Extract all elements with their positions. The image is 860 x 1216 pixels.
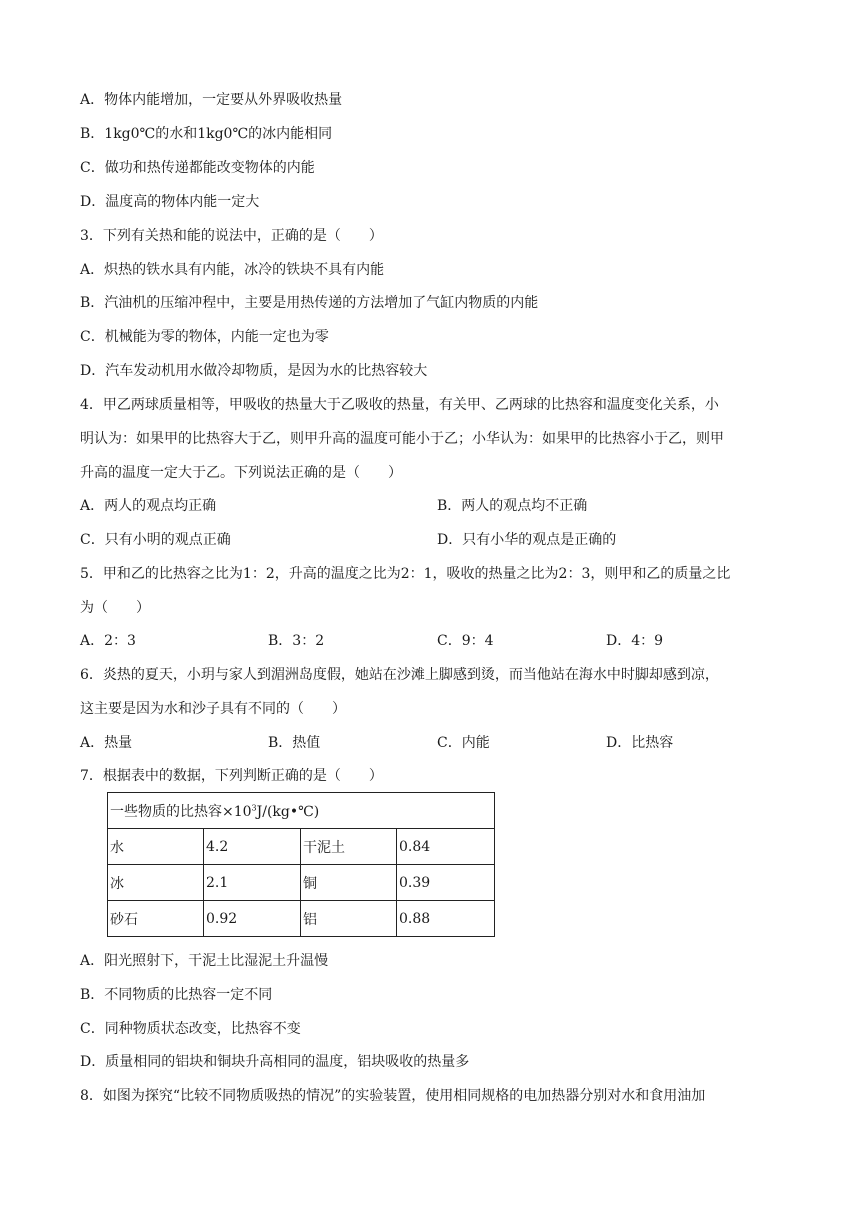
q5-option-d: D．4：9 <box>606 633 664 649</box>
q4-option-b: B．两人的观点均不正确 <box>437 498 588 514</box>
q5-option-c: C．9：4 <box>437 633 494 649</box>
table-cell: 水 <box>108 829 204 865</box>
specific-heat-table <box>107 792 495 937</box>
q7-option-d: D．质量相同的铝块和铜块升高相同的温度，铝块吸收的热量多 <box>80 1054 470 1070</box>
table-caption-row <box>108 793 495 829</box>
table-cell: 2.1 <box>204 865 301 901</box>
q4-stem-line-3: 升高的温度一定大于乙。下列说法正确的是（ ） <box>80 465 402 481</box>
q4-option-a: A．两人的观点均正确 <box>80 498 217 514</box>
table-cell: 铜 <box>301 865 397 901</box>
q2-option-a: A．物体内能增加，一定要从外界吸收热量 <box>80 92 343 108</box>
q6-stem-line-2: 这主要是因为水和沙子具有不同的（ ） <box>80 701 346 717</box>
q3-option-c: C．机械能为零的物体，内能一定也为零 <box>80 329 329 345</box>
table-row <box>108 865 495 901</box>
q6-option-b: B．热值 <box>268 735 321 751</box>
q7-option-c: C．同种物质状态改变，比热容不变 <box>80 1021 301 1037</box>
q2-option-d: D．温度高的物体内能一定大 <box>80 194 260 210</box>
caption-text: 一些物质的比热容×10 <box>110 803 252 820</box>
table-cell: 铝 <box>301 901 397 937</box>
q5-option-b: B．3：2 <box>268 633 325 649</box>
q3-option-b: B．汽油机的压缩冲程中，主要是用热传递的方法增加了气缸内物质的内能 <box>80 295 539 311</box>
q5-stem-line-1: 5．甲和乙的比热容之比为1：2，升高的温度之比为2：1，吸收的热量之比为2：3，则甲和乙的质量之比 <box>80 566 731 582</box>
q4-option-c: C．只有小明的观点正确 <box>80 532 231 548</box>
table-row <box>108 829 495 865</box>
caption-unit: J/(kg•℃) <box>256 803 320 820</box>
q4-stem-line-1: 4．甲乙两球质量相等，甲吸收的热量大于乙吸收的热量，有关甲、乙两球的比热容和温度变化关系，小 <box>80 397 719 413</box>
q4-option-d: D．只有小华的观点是正确的 <box>437 532 617 548</box>
table-row <box>108 901 495 937</box>
q2-option-b: B．1kg0℃的水和1kg0℃的冰内能相同 <box>80 126 333 142</box>
q8-stem-line-1: 8．如图为探究“比较不同物质吸热的情况”的实验装置，使用相同规格的电加热器分别对水和食用油加 <box>80 1088 706 1104</box>
q5-stem-line-2: 为（ ） <box>80 600 150 616</box>
table-cell: 0.39 <box>397 865 495 901</box>
q6-stem-line-1: 6．炎热的夏天，小玥与家人到湄洲岛度假，她站在沙滩上脚感到烫，而当他站在海水中时脚却感到凉， <box>80 667 719 683</box>
caption-exponent: 3 <box>251 802 257 812</box>
q4-stem-line-2: 明认为：如果甲的比热容大于乙，则甲升高的温度可能小于乙；小华认为：如果甲的比热容小于乙，则甲 <box>80 431 724 447</box>
q3-option-a: A．炽热的铁水具有内能，冰冷的铁块不具有内能 <box>80 262 385 278</box>
q3-stem: 3．下列有关热和能的说法中，正确的是（ ） <box>80 228 383 244</box>
q7-option-b: B．不同物质的比热容一定不同 <box>80 987 273 1003</box>
table-cell: 0.88 <box>397 901 495 937</box>
q6-option-d: D．比热容 <box>606 735 674 751</box>
table-cell: 砂石 <box>108 901 204 937</box>
q2-option-c: C．做功和热传递都能改变物体的内能 <box>80 160 315 176</box>
q5-option-a: A．2：3 <box>80 633 136 649</box>
q3-option-d: D．汽车发动机用水做冷却物质，是因为水的比热容较大 <box>80 363 428 379</box>
table-cell: 干泥土 <box>301 829 397 865</box>
table-cell: 0.92 <box>204 901 301 937</box>
table-cell: 4.2 <box>204 829 301 865</box>
table-cell: 0.84 <box>397 829 495 865</box>
table-cell: 冰 <box>108 865 204 901</box>
q6-option-a: A．热量 <box>80 735 133 751</box>
q6-option-c: C．内能 <box>437 735 490 751</box>
q7-option-a: A．阳光照射下，干泥土比湿泥土升温慢 <box>80 953 329 969</box>
table-caption <box>108 793 495 829</box>
q7-stem: 7．根据表中的数据，下列判断正确的是（ ） <box>80 768 383 784</box>
